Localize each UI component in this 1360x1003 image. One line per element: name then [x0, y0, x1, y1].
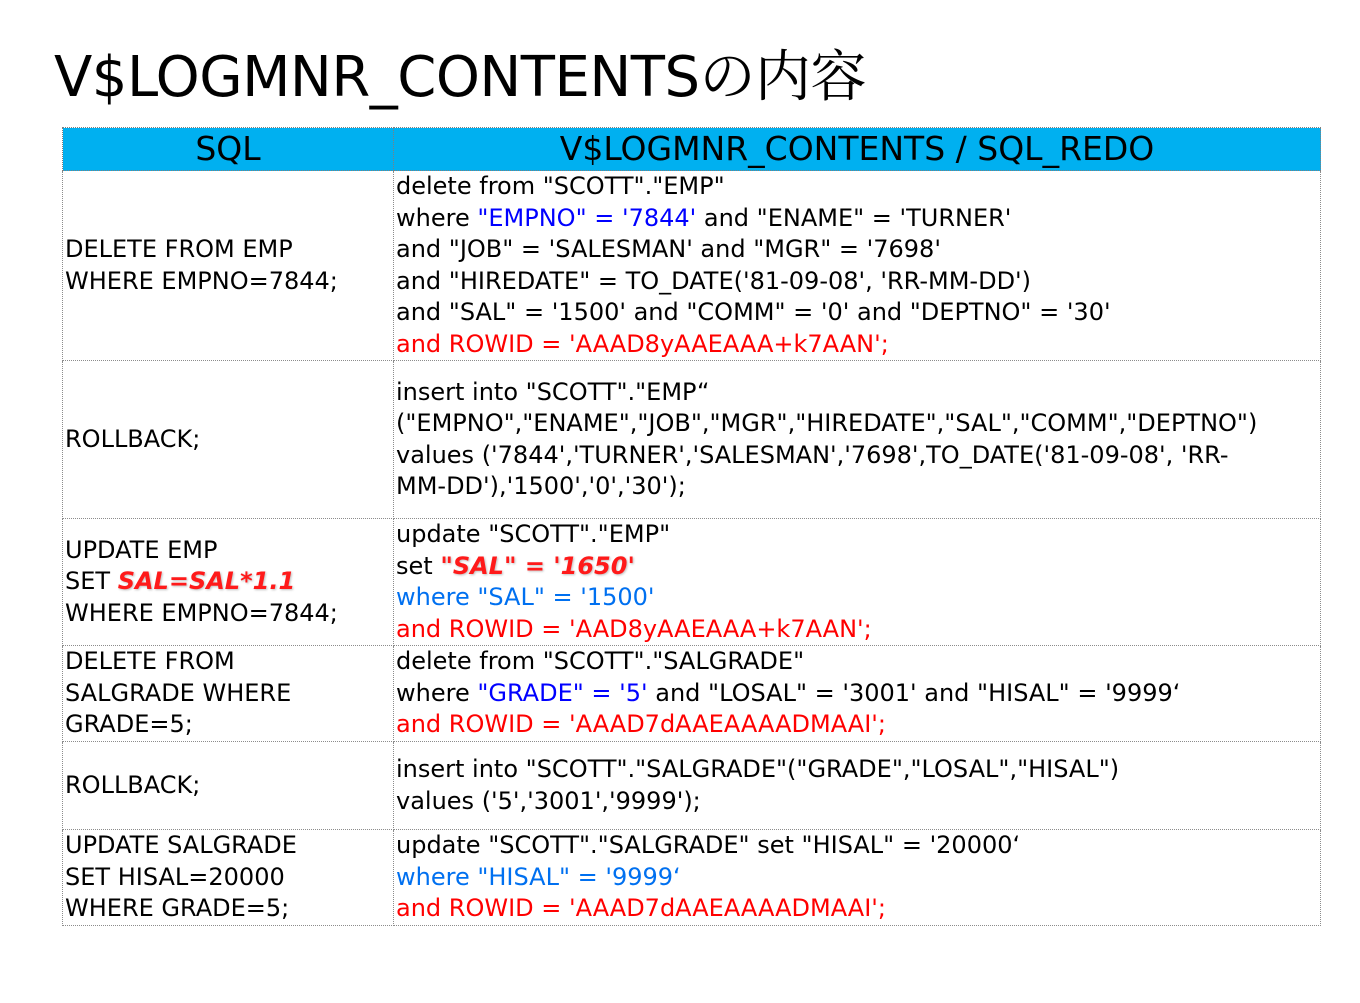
code-line	[396, 471, 1320, 503]
code-line	[65, 862, 393, 894]
code-text: WHERE EMPNO=7844;	[65, 598, 338, 627]
table-row	[63, 646, 1321, 742]
logmnr-contents-table	[62, 127, 1321, 926]
highlighted-text: "GRADE" = '5'	[477, 678, 648, 707]
code-text: GRADE=5;	[65, 710, 193, 739]
code-text: and "ENAME" = 'TURNER'	[696, 203, 1012, 232]
code-line	[396, 266, 1320, 298]
code-text: insert into "SCOTT"."SALGRADE"("GRADE","LOSAL","HISAL")	[396, 755, 1120, 783]
code-text: values ('5','3001','9999');	[396, 786, 701, 815]
code-text: DELETE FROM EMP	[65, 235, 293, 263]
code-text: and "SAL" = '1500' and "COMM" = '0' and "DEPTNO" = '30'	[396, 298, 1111, 326]
sql-cell	[63, 171, 394, 361]
table-row	[63, 742, 1321, 830]
column-header-sql-redo: V$LOGMNR_CONTENTS / SQL_REDO	[394, 128, 1321, 171]
code-line	[396, 377, 1320, 409]
code-text: delete from "SCOTT"."SALGRADE"	[396, 647, 805, 676]
code-line	[65, 234, 393, 266]
code-line	[396, 582, 1320, 614]
code-line	[396, 893, 1320, 925]
code-text: WHERE EMPNO=7844;	[65, 266, 338, 295]
code-line	[396, 203, 1320, 235]
code-line	[396, 709, 1320, 741]
code-text: SET HISAL=20000	[65, 862, 285, 891]
highlighted-text: where "SAL" = '1500'	[396, 583, 655, 611]
highlighted-text: and ROWID = 'AAD8yAAEAAA+k7AAN';	[396, 614, 872, 643]
code-text: SET	[65, 567, 118, 596]
code-text: and "HIREDATE" = TO_DATE('81-09-08', 'RR-MM-DD')	[396, 266, 1032, 295]
code-text: UPDATE EMP	[65, 535, 218, 564]
code-text: ROLLBACK;	[65, 770, 201, 799]
sql-cell	[63, 361, 394, 519]
sql-cell	[63, 830, 394, 926]
highlighted-text: "SAL" = '1650'	[440, 551, 635, 580]
code-text: insert into "SCOTT"."EMP“	[396, 377, 710, 406]
code-line	[396, 440, 1320, 472]
code-line	[396, 408, 1320, 440]
sql-redo-cell	[394, 361, 1321, 519]
code-line	[396, 171, 1320, 203]
code-line	[65, 424, 393, 456]
sql-redo-cell	[394, 742, 1321, 830]
code-text: and "LOSAL" = '3001' and "HISAL" = '9999‘	[647, 678, 1181, 707]
code-line	[65, 709, 393, 741]
table-row	[63, 519, 1321, 646]
code-line	[65, 646, 393, 678]
table-row	[63, 830, 1321, 926]
code-line	[65, 770, 393, 802]
code-line	[396, 297, 1320, 329]
table-row	[63, 361, 1321, 519]
sql-cell	[63, 519, 394, 646]
code-line	[396, 862, 1320, 894]
code-line	[65, 535, 393, 567]
code-text: WHERE GRADE=5;	[65, 894, 290, 923]
code-text: ROLLBACK;	[65, 424, 201, 453]
highlighted-text: and ROWID = 'AAAD8yAAEAAA+k7AAN';	[396, 329, 889, 358]
code-line	[65, 830, 393, 862]
sql-cell	[63, 646, 394, 742]
code-text: ("EMPNO","ENAME","JOB","MGR","HIREDATE","SAL","COMM","DEPTNO")	[396, 409, 1258, 437]
code-text: where	[396, 203, 478, 232]
code-text: set	[396, 551, 441, 580]
code-text: DELETE FROM	[65, 647, 235, 676]
code-text: MM-DD'),'1500','0','30');	[396, 472, 686, 500]
code-line	[396, 754, 1320, 786]
sql-redo-cell	[394, 830, 1321, 926]
code-text: values ('7844','TURNER','SALESMAN','7698',TO_DATE('81-09-08', 'RR-	[396, 440, 1229, 469]
code-line	[396, 830, 1320, 862]
code-line	[396, 234, 1320, 266]
table-row	[63, 171, 1321, 361]
highlighted-text: "EMPNO" = '7844'	[477, 203, 697, 232]
sql-cell	[63, 742, 394, 830]
code-line	[396, 646, 1320, 678]
table-body	[63, 171, 1321, 926]
highlighted-text: where "HISAL" = '9999‘	[396, 862, 681, 891]
code-line	[396, 786, 1320, 818]
highlighted-text: and ROWID = 'AAAD7dAAEAAAADMAAI';	[396, 710, 886, 739]
code-text: SALGRADE WHERE	[65, 678, 292, 707]
highlighted-text: and ROWID = 'AAAD7dAAEAAAADMAAI';	[396, 894, 886, 923]
code-line	[396, 519, 1320, 551]
code-text: update "SCOTT"."SALGRADE" set "HISAL" = '20000‘	[396, 831, 1021, 860]
code-text: where	[396, 678, 478, 707]
code-line	[65, 678, 393, 710]
code-line	[65, 893, 393, 925]
sql-redo-cell	[394, 519, 1321, 646]
code-line	[396, 551, 1320, 583]
code-line	[396, 329, 1320, 361]
column-header-sql: SQL	[63, 128, 394, 171]
code-line	[65, 598, 393, 630]
code-line	[65, 266, 393, 298]
page-title: V$LOGMNR_CONTENTSの内容	[54, 45, 867, 110]
code-line	[396, 678, 1320, 710]
code-text: update "SCOTT"."EMP"	[396, 520, 671, 548]
sql-redo-cell	[394, 646, 1321, 742]
code-text: delete from "SCOTT"."EMP"	[396, 172, 725, 200]
code-text: UPDATE SALGRADE	[65, 831, 297, 860]
sql-redo-cell	[394, 171, 1321, 361]
table-header-row	[63, 128, 1321, 171]
code-text: and "JOB" = 'SALESMAN' and "MGR" = '7698'	[396, 235, 941, 263]
code-line	[396, 614, 1320, 646]
highlighted-text: SAL=SAL*1.1	[117, 567, 296, 596]
code-line	[65, 566, 393, 598]
